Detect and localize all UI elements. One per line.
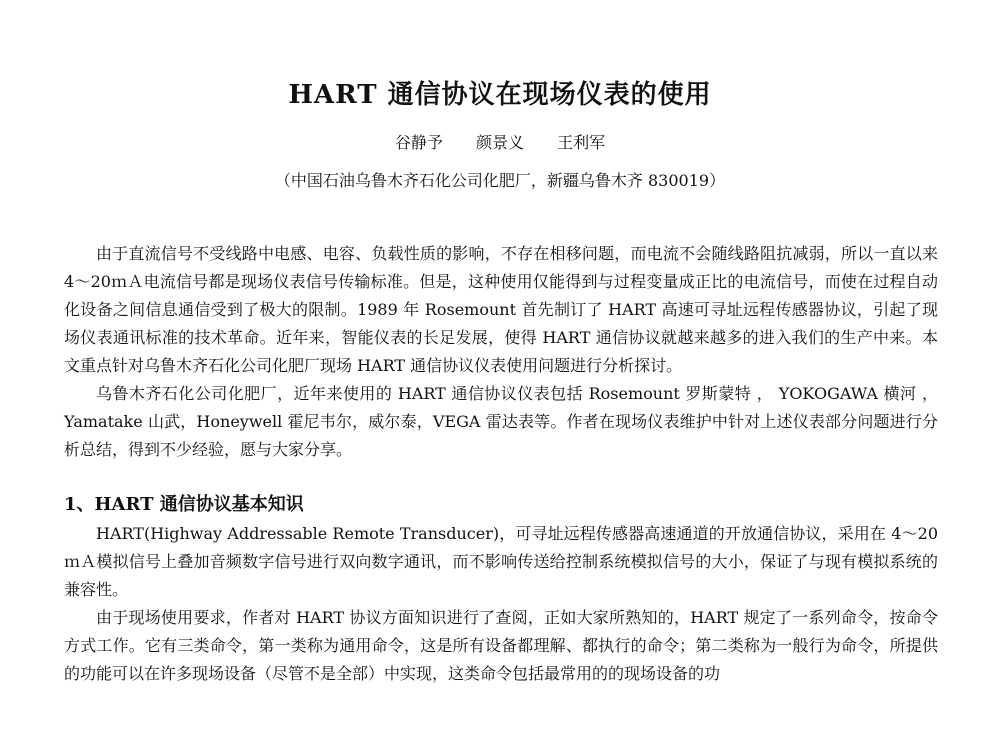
section-paragraph: 由于现场使用要求，作者对 HART 协议方面知识进行了查阅，正如大家所熟知的，HART 规定了一系列命令，按命令方式工作。它有三类命令，第一类称为通用命令，这是所有设备都理解、都执行的命令；第二类称为一般行为命令，所提供的功能可以在许多现场设备（尽管不是全部）中实现，这类命令包括最常用的的现场设备的功 (64, 608, 938, 683)
section-paragraph: HART(Highway Addressable Remote Transducer)，可寻址远程传感器高速通道的开放通信协议，采用在 4～20ｍＡ模拟信号上叠加音频数字信号进行双向数字通讯，而不影响传送给控制系统模拟信号的大小，保证了与现有模拟系统的兼容性。 (64, 524, 938, 599)
intro-paragraph: 乌鲁木齐石化公司化肥厂，近年来使用的 HART 通信协议仪表包括 Rosemount 罗斯蒙特 ， YOKOGAWA 横河 ，Yamatake 山武，Honeywell 霍尼韦尔，威尔泰，VEGA 雷达表等。作者在现场仪表维护中针对上述仪表部分问题进行分析总结，得到不少经验，愿与大家分享。 (64, 384, 938, 459)
paper-body (64, 240, 938, 688)
author-name: 王利军 (557, 133, 606, 152)
affiliation: （中国石油乌鲁木齐石化公司化肥厂，新疆乌鲁木齐 830019） (274, 171, 726, 190)
author-name: 颜景义 (475, 133, 524, 152)
section-heading: 1、HART 通信协议基本知识 (64, 494, 304, 515)
paper-title: HART 通信协议在现场仪表的使用 (288, 80, 712, 110)
author-name: 谷静予 (394, 133, 443, 152)
author-list (0, 130, 1000, 153)
intro-paragraph: 由于直流信号不受线路中电感、电容、负载性质的影响，不存在相移问题，而电流不会随线路阻抗减弱，所以一直以来 4～20ｍＡ电流信号都是现场仪表信号传输标准。但是，这种使用仅能得到与过程变量成正比的电流信号，而使在过程自动化设备之间信息通信受到了极大的限制。1989 年 Rosemount 首先制订了 HART 高速可寻址远程传感器协议，引起了现场仪表通讯标准的技术革命。近年来，智能仪表的长足发展，使得 HART 通信协议就越来越多的进入我们的生产中来。本文重点针对乌鲁木齐石化公司化肥厂现场 HART 通信协议仪表使用问题进行分析探讨。 (64, 244, 938, 375)
